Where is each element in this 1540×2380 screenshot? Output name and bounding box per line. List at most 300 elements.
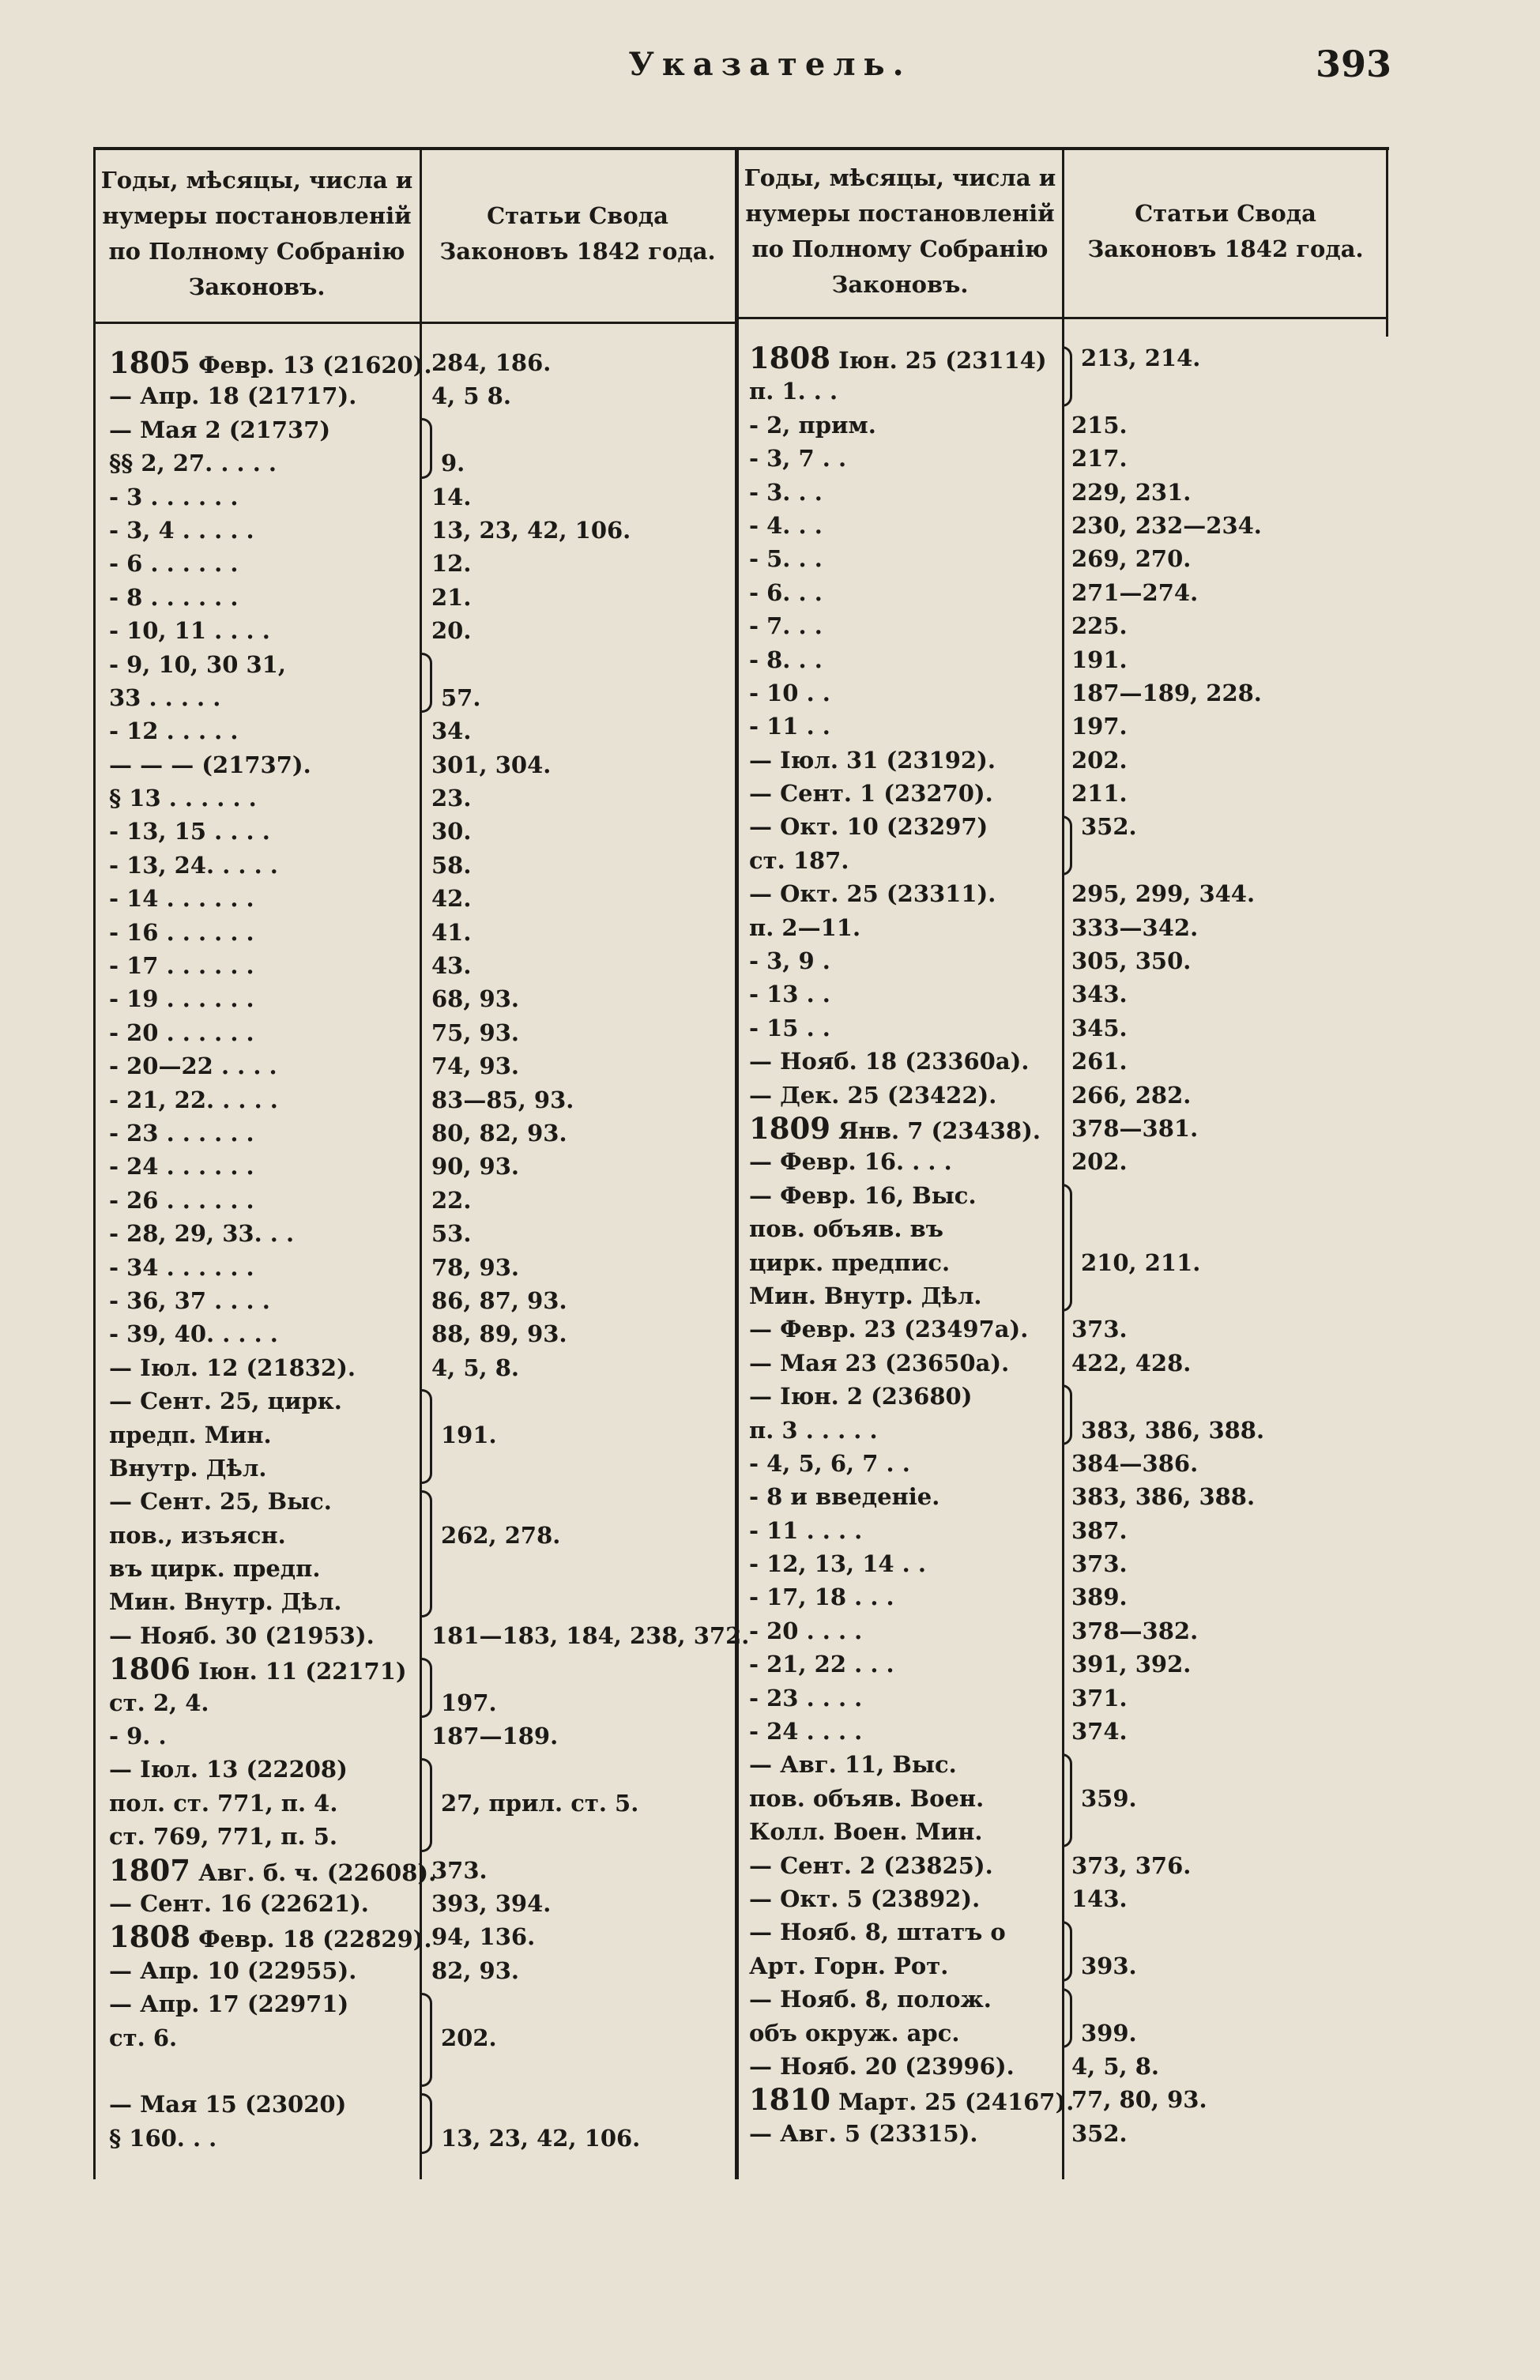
entry-date (749, 1112, 1041, 1147)
entry-date-text: Янв. 7 (23438). (830, 1117, 1041, 1144)
entry-date-text: - 10, 11 . . . . (109, 617, 270, 645)
entry-articles: 197. (441, 1689, 497, 1716)
index-entry (109, 1619, 750, 1652)
index-entry (749, 777, 1381, 810)
entry-date-text: — Окт. 25 (23311). (749, 880, 996, 908)
index-entry (749, 911, 1381, 944)
index-entry (109, 379, 725, 412)
grouping-brace (1062, 1921, 1072, 1982)
entry-date-text: - 36, 37 . . . . (109, 1286, 270, 1314)
entry-date-text: - 23 . . . . (749, 1684, 863, 1712)
entry-date (749, 442, 846, 475)
grouping-brace (422, 1758, 432, 1852)
entry-date (109, 379, 356, 412)
entry-articles: 271—274. (1071, 578, 1199, 606)
entry-date-text: - 21, 22 . . . (749, 1651, 894, 1678)
right-entries (749, 341, 1381, 2150)
entry-articles: 42. (431, 885, 472, 913)
entry-date-text: - 19 . . . . . . (109, 985, 254, 1013)
grouping-brace (422, 1389, 432, 1483)
entry-articles: 373, 376. (1071, 1851, 1192, 1879)
entry-date-text: ст. 187. (749, 846, 849, 874)
entry-articles: 53. (431, 1220, 472, 1248)
index-entry (109, 1920, 725, 1953)
entry-date-text: - 13 . . (749, 981, 830, 1008)
index-entry (749, 409, 1381, 442)
entry-date (749, 1179, 977, 1212)
entry-articles: 343. (1071, 981, 1128, 1008)
entry-date-text: Іюн. 11 (22171) (190, 1658, 407, 1685)
entry-articles: 14. (431, 483, 472, 510)
entry-articles: 22. (431, 1186, 472, 1214)
entry-articles: 399. (1081, 2019, 1137, 2047)
index-entry (749, 1346, 1381, 1380)
index-entry (749, 1882, 1381, 1915)
entry-date (109, 815, 270, 848)
entry-date-text: ст. 6. (109, 2024, 178, 2051)
entry-articles: 374. (1071, 1718, 1128, 1745)
entry-date (109, 1418, 272, 1452)
entry-date-text: — Окт. 10 (23297) (749, 813, 988, 841)
index-entry (749, 944, 1381, 977)
index-entry (109, 1753, 725, 1786)
index-entry (749, 877, 1381, 910)
entry-articles: 359. (1081, 1784, 1137, 1812)
entry-date-text: - 17, 18 . . . (749, 1584, 894, 1611)
entry-date-text: Внутр. Дѣл. (109, 1454, 267, 1482)
entry-date (109, 1117, 254, 1150)
entry-date (749, 1782, 984, 1815)
entry-date-text: - 20—22 . . . . (109, 1053, 277, 1080)
entry-date-text: - 13, 24. . . . . (109, 851, 278, 879)
index-entry (109, 648, 725, 681)
index-entry (109, 1217, 725, 1250)
entry-articles: 27, прил. ст. 5. (441, 1789, 639, 1817)
entry-date (749, 1312, 1028, 1346)
index-entry (109, 1317, 725, 1350)
entry-date (109, 916, 254, 949)
entry-date (749, 643, 823, 676)
entry-articles: 86, 87, 93. (431, 1286, 567, 1314)
entry-date-text: - 20 . . . . (749, 1617, 863, 1644)
entry-articles: 20. (431, 617, 472, 645)
entry-date-text: Мин. Внутр. Дѣл. (109, 1588, 342, 1616)
entry-date (109, 1854, 436, 1889)
entry-date-text: — Нояб. 8, штатъ о (749, 1919, 1006, 1946)
index-entry (109, 1251, 725, 1284)
entry-articles: 30. (431, 818, 472, 845)
entry-date (749, 1748, 957, 1781)
entry-date-text: ст. 769, 771, п. 5. (109, 1823, 337, 1851)
entry-date-text: Февр. 18 (22829). (190, 1926, 432, 1953)
index-entry (109, 547, 725, 580)
grouping-brace (422, 2093, 432, 2154)
entry-date-text: — Апр. 18 (21717). (109, 382, 357, 410)
entry-date (749, 1715, 862, 1748)
index-entry (749, 643, 1381, 676)
entry-date-text: - 39, 40. . . . . (109, 1320, 278, 1348)
index-entry (749, 1447, 1381, 1480)
entry-date-text: - 23 . . . . . . (109, 1119, 254, 1147)
entry-date-text: - 4. . . (749, 511, 823, 539)
entry-date (109, 1251, 254, 1284)
entry-date-text: — Сент. 25, цирк. (109, 1388, 342, 1415)
entry-date-text: Арт. Горн. Рот. (749, 1952, 949, 1979)
entry-date-text: - 26 . . . . . . (109, 1186, 254, 1214)
index-entry (749, 2050, 1381, 2083)
entry-date (109, 1585, 342, 1618)
entry-date-text: предп. Мин. (109, 1421, 272, 1448)
entry-date-text: объ окруж. арс. (749, 2019, 960, 2047)
entry-articles: 373. (1071, 1550, 1128, 1578)
entry-date-text: — Сент. 16 (22621). (109, 1889, 369, 1917)
entry-articles: 284, 186. (431, 349, 552, 376)
index-entry (109, 1485, 725, 1518)
index-entry (749, 1614, 1381, 1648)
entry-articles: 83—85, 93. (431, 1086, 574, 1113)
entry-date (749, 609, 823, 642)
entry-articles: 41. (431, 918, 472, 946)
index-entry (749, 977, 1381, 1011)
index-entry (749, 509, 1381, 542)
entry-date-text: - 17 . . . . . . (109, 952, 254, 980)
entry-articles: 82, 93. (431, 1956, 520, 1984)
entry-articles: 333—342. (1071, 913, 1199, 941)
entry-articles: 378—382. (1071, 1617, 1199, 1644)
entry-date (109, 1317, 278, 1350)
entry-date-text: - 28, 29, 33. . . (109, 1220, 295, 1248)
index-entry (109, 781, 725, 815)
index-table (93, 147, 1389, 2179)
entry-articles: 68, 93. (431, 985, 520, 1013)
entry-date (749, 944, 830, 977)
entry-articles: 210, 211. (1081, 1248, 1201, 1276)
index-entry (109, 480, 725, 514)
index-entry (109, 1184, 725, 1217)
entry-date (109, 480, 238, 514)
entry-year: 1809 (749, 1110, 830, 1146)
entry-date (749, 1447, 910, 1480)
entry-articles: 4, 5 8. (431, 382, 511, 410)
index-entry (749, 542, 1381, 575)
entry-articles: 58. (431, 851, 472, 879)
index-entry (749, 1011, 1381, 1045)
index-entry (749, 1547, 1381, 1580)
entry-articles: 181—183, 184, 238, 372. (431, 1621, 750, 1649)
entry-date (109, 1619, 375, 1652)
entry-date-text: пол. ст. 771, п. 4. (109, 1789, 338, 1817)
entry-date-text: — Нояб. 18 (23360а). (749, 1048, 1030, 1075)
entry-date-text: Авг. б. ч. (22608). (190, 1858, 437, 1886)
entry-date (749, 2050, 1015, 2083)
index-entry (109, 1686, 725, 1719)
entry-date (109, 1519, 286, 1552)
entry-date (109, 949, 254, 982)
index-entry (109, 1987, 725, 2020)
entry-date (749, 476, 823, 509)
entry-articles: 12. (431, 550, 472, 578)
header-left-articles: Статьи Свода Законовъ 1842 года. (439, 202, 716, 265)
entry-date (109, 1787, 337, 1820)
index-entry (109, 2088, 725, 2121)
entry-date (749, 2083, 1074, 2118)
entry-date-text: - 2, прим. (749, 411, 876, 439)
entry-date-text: - 24 . . . . . . (109, 1153, 254, 1181)
entry-articles: 202. (441, 2024, 497, 2051)
index-entry (109, 446, 725, 480)
entry-articles: 295, 299, 344. (1071, 880, 1256, 908)
entry-articles: 23. (431, 785, 472, 812)
entry-date (109, 1083, 278, 1117)
entry-date-text: - 3. . . (749, 478, 823, 506)
entry-date (749, 1547, 926, 1580)
entry-date-text: - 8 и введеніе. (749, 1483, 940, 1511)
grouping-brace (1062, 1753, 1072, 1847)
entry-date-text: — Сент. 2 (23825). (749, 1851, 993, 1879)
index-entry (749, 744, 1381, 777)
entry-date (109, 1954, 356, 1987)
entry-date (109, 1049, 277, 1083)
entry-date-text: - 3, 4 . . . . . (109, 516, 254, 544)
entry-date-text: — Іюл. 13 (22208) (109, 1756, 348, 1783)
entry-date-text: - 5. . . (749, 545, 823, 573)
index-entry (109, 1384, 725, 1418)
entry-date-text: Март. 25 (24167). (830, 2088, 1075, 2116)
entry-articles: 266, 282. (1071, 1081, 1192, 1109)
entry-date-text: — Мая 2 (21737) (109, 416, 331, 443)
index-entry (749, 1580, 1381, 1614)
index-entry (109, 1150, 725, 1183)
index-entry (109, 949, 725, 982)
entry-date (749, 810, 988, 843)
entry-articles: 21. (431, 583, 472, 611)
entry-articles: 34. (431, 717, 472, 745)
entry-date-text: пов. объяв. Воен. (749, 1784, 985, 1812)
entry-year: 1808 (749, 341, 830, 375)
entry-date-text: - 8 . . . . . . (109, 583, 239, 611)
entry-articles: 88, 89, 93. (431, 1320, 567, 1348)
running-title: Указатель. (628, 46, 912, 83)
entry-date-text: § 13 . . . . . . (109, 785, 257, 812)
entry-articles: 13, 23, 42, 106. (441, 2124, 641, 2152)
entry-articles: 345. (1071, 1014, 1128, 1041)
entry-date (109, 1217, 294, 1250)
entry-articles: 202. (1071, 1148, 1128, 1176)
header-rule-left (93, 322, 736, 324)
entry-articles: 230, 232—234. (1071, 511, 1262, 539)
entry-date (109, 714, 238, 748)
entry-date (749, 576, 823, 609)
entry-articles: 225. (1071, 612, 1128, 640)
entry-year: 1805 (109, 345, 190, 380)
entry-date-text: - 6. . . (749, 578, 823, 606)
entry-date-text: - 9, 10, 30 31, (109, 650, 286, 678)
entry-date-text: - 20 . . . . . . (109, 1019, 254, 1046)
index-entry (109, 882, 725, 915)
entry-date (749, 1882, 980, 1915)
entry-date-text: — Мая 23 (23650а). (749, 1349, 1010, 1376)
entry-date (749, 409, 876, 442)
entry-date-text: ст. 2, 4. (109, 1689, 209, 1716)
entry-date-text: въ цирк. предп. (109, 1555, 321, 1583)
entry-articles: 391, 392. (1071, 1651, 1192, 1678)
index-entry (749, 1849, 1381, 1882)
grouping-brace (1062, 1184, 1072, 1312)
entry-date-text: — Дек. 25 (23422). (749, 1081, 997, 1109)
entry-articles: 211. (1071, 780, 1128, 808)
entry-date-text: §§ 2, 27. . . . . (109, 450, 277, 477)
entry-year: 1806 (109, 1651, 190, 1687)
index-entry (749, 1715, 1381, 1748)
entry-articles: 352. (1071, 2119, 1128, 2147)
index-entry (109, 815, 725, 848)
entry-date-text: цирк. предпис. (749, 1248, 951, 1276)
entry-date (109, 581, 238, 614)
entry-date (749, 844, 849, 877)
entry-date (109, 1753, 348, 1786)
entry-articles: 393. (1081, 1952, 1137, 1979)
entry-date (749, 2017, 959, 2050)
entry-articles: 352. (1081, 813, 1137, 841)
entry-date (749, 1915, 1006, 1949)
entry-date (109, 849, 278, 882)
entry-date (109, 648, 286, 681)
entry-date (109, 1987, 348, 2020)
entry-date (749, 977, 830, 1011)
entry-date (749, 2117, 978, 2150)
left-entries (109, 345, 750, 2155)
entry-articles: 57. (441, 683, 481, 711)
entry-date-text: Колл. Воен. Мин. (749, 1818, 983, 1846)
entry-date (749, 375, 838, 408)
entry-date-text: — Іюл. 12 (21832). (109, 1354, 356, 1381)
entry-articles: 373. (431, 1856, 488, 1884)
entry-date-text: — Сент. 1 (23270). (749, 780, 993, 808)
entry-articles: 422, 428. (1071, 1349, 1192, 1376)
entry-articles: 187—189. (431, 1723, 559, 1750)
entry-date (109, 1284, 270, 1317)
entry-date (109, 1887, 369, 1920)
entry-date (109, 882, 254, 915)
entry-articles: 371. (1071, 1684, 1128, 1712)
entry-articles: 202. (1071, 746, 1128, 774)
index-entry (109, 1049, 725, 1083)
entry-date-text: — — — (21737). (109, 751, 311, 778)
index-entry (749, 1112, 1381, 1145)
entry-date-text: - 7. . . (749, 612, 823, 640)
index-entry (749, 1079, 1381, 1112)
entry-date (749, 1279, 982, 1312)
entry-date-text: — Сент. 25, Выс. (109, 1488, 332, 1516)
entry-date-text: — Нояб. 30 (21953). (109, 1621, 375, 1649)
entry-date-text: — Мая 15 (23020) (109, 2091, 347, 2118)
index-entry (109, 1719, 725, 1753)
entry-date (109, 2122, 217, 2155)
entry-date (109, 1016, 254, 1049)
entry-date (109, 547, 238, 580)
index-entry (749, 1480, 1381, 1513)
entry-date (749, 1212, 943, 1245)
index-entry (749, 1648, 1381, 1681)
entry-date (749, 1849, 993, 1882)
entry-articles: 301, 304. (431, 751, 552, 778)
entry-date-text: - 15 . . (749, 1014, 830, 1041)
entry-articles: 383, 386, 388. (1071, 1483, 1256, 1511)
entry-date (749, 1614, 862, 1648)
entry-date (749, 1648, 894, 1681)
entry-date (749, 1011, 830, 1045)
entry-articles: 143. (1071, 1885, 1128, 1912)
grouping-brace (422, 1993, 432, 2087)
entry-date (749, 1949, 948, 1983)
entry-date (749, 710, 830, 743)
grouping-brace (422, 418, 432, 479)
index-entry (109, 916, 725, 949)
entry-date-text: — Іюн. 2 (23680) (749, 1383, 973, 1410)
index-entry (109, 714, 725, 748)
entry-date-text: — Апр. 10 (22955). (109, 1956, 357, 1984)
entry-date-text: — Февр. 16. . . . (749, 1148, 952, 1176)
page-number: 393 (1315, 43, 1391, 85)
entry-date-text: - 21, 22. . . . . (109, 1086, 278, 1113)
entry-articles: 383, 386, 388. (1081, 1416, 1265, 1444)
header-right-dates: Годы, мѣсяцы, числа и нумеры постановленій по Полному Собранію Законовъ. (744, 164, 1056, 298)
entry-date (749, 1145, 952, 1178)
index-entry (109, 581, 725, 614)
entry-date (749, 1580, 894, 1614)
entry-date (749, 1079, 996, 1112)
index-entry (749, 676, 1381, 710)
index-entry (109, 1083, 725, 1117)
entry-articles: 389. (1071, 1584, 1128, 1611)
index-entry (109, 982, 725, 1015)
entry-date (109, 1184, 254, 1217)
index-entry (749, 1312, 1381, 1346)
entry-date-text: — Февр. 23 (23497а). (749, 1316, 1029, 1343)
entry-date (109, 1452, 266, 1485)
entry-date-text: - 11 . . (749, 713, 830, 740)
entry-articles: 9. (441, 450, 465, 477)
entry-date (749, 542, 823, 575)
entry-articles: 74, 93. (431, 1053, 520, 1080)
entry-date (109, 2088, 346, 2121)
grouping-brace (422, 1658, 432, 1719)
entry-date-text: Іюн. 25 (23114) (830, 347, 1047, 374)
entry-articles: 78, 93. (431, 1253, 520, 1281)
entry-articles: 43. (431, 952, 472, 980)
table-rule-center (735, 150, 739, 2179)
entry-date (109, 446, 277, 480)
entry-articles: 378—381. (1071, 1114, 1199, 1142)
entry-articles: 191. (1071, 646, 1128, 673)
grouping-brace (422, 653, 432, 714)
entry-articles: 90, 93. (431, 1153, 520, 1181)
index-entry (109, 614, 725, 647)
index-entry (109, 849, 725, 882)
entry-date-text: - 4, 5, 6, 7 . . (749, 1449, 910, 1477)
entry-date (109, 614, 270, 647)
index-entry (109, 514, 725, 547)
entry-date (749, 1681, 862, 1715)
entry-articles: 387. (1071, 1516, 1128, 1544)
index-entry (749, 710, 1381, 743)
entry-date (749, 1414, 878, 1447)
entry-date (109, 2021, 177, 2054)
index-entry (109, 1351, 725, 1384)
index-entry (109, 1854, 725, 1887)
entry-date (109, 781, 257, 815)
entry-date (749, 1480, 939, 1513)
